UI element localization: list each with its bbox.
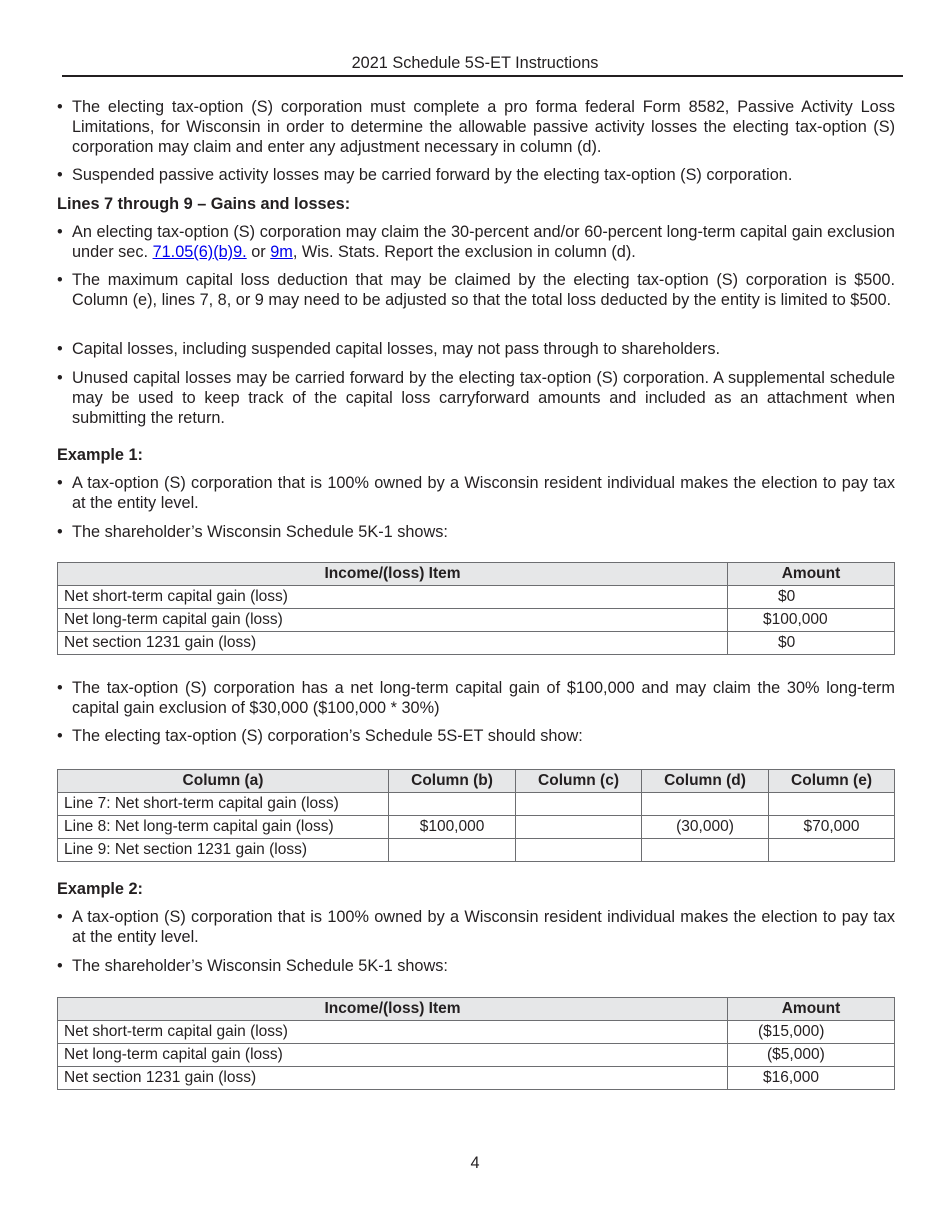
header-rule (62, 75, 903, 77)
cell (516, 793, 642, 816)
statute-link-71-05-6-b-9[interactable]: 71.05(6)(b)9. (152, 243, 247, 261)
cell: Line 8: Net long-term capital gain (loss) (58, 816, 389, 839)
cell: Line 9: Net section 1231 gain (loss) (58, 839, 389, 862)
paragraph: A tax-option (S) corporation that is 100% owned by a Wisconsin resident individual makes the election to pay tax at the entity level. (72, 474, 895, 512)
cell: Net section 1231 gain (loss) (58, 1067, 728, 1090)
bullet: • (57, 340, 63, 358)
column-header: Amount (728, 563, 895, 586)
example-1-heading: Example 1: (57, 446, 143, 464)
table-row (58, 793, 895, 816)
paragraph: The electing tax-option (S) corporation’s Schedule 5S-ET should show: (72, 727, 583, 745)
cell: Net short-term capital gain (loss) (58, 586, 728, 609)
cell: Net long-term capital gain (loss) (58, 1044, 728, 1067)
paragraph: The shareholder’s Wisconsin Schedule 5K-1 shows: (72, 957, 448, 975)
cell (389, 793, 516, 816)
cell: $0 (728, 632, 895, 655)
statute-link-9m[interactable]: 9m (270, 243, 293, 261)
column-header: Column (d) (641, 770, 768, 793)
list-item (57, 165, 895, 185)
paragraph: Capital losses, including suspended capital losses, may not pass through to shareholders. (72, 340, 721, 358)
table-row (58, 632, 895, 655)
table-row (58, 1021, 895, 1044)
table-row (58, 1067, 895, 1090)
list-item (57, 339, 895, 359)
column-header: Income/(loss) Item (58, 563, 728, 586)
column-header: Income/(loss) Item (58, 998, 728, 1021)
bullet: • (57, 271, 63, 289)
cell (641, 793, 768, 816)
bullet: • (57, 223, 63, 241)
list-item (57, 97, 895, 157)
cell: Net short-term capital gain (loss) (58, 1021, 728, 1044)
example-1-k1-table (57, 562, 895, 655)
column-header: Column (c) (516, 770, 642, 793)
cell: Net long-term capital gain (loss) (58, 609, 728, 632)
bullet: • (57, 369, 63, 387)
cell: $0 (728, 586, 895, 609)
text: , Wis. Stats. Report the exclusion in column (d). (292, 243, 636, 261)
table-row (58, 586, 895, 609)
paragraph: Suspended passive activity losses may be carried forward by the electing tax-option (S) corporation. (72, 166, 793, 184)
cell (516, 839, 642, 862)
cell: (30,000) (641, 816, 768, 839)
list-item (57, 956, 895, 976)
column-header: Column (b) (389, 770, 516, 793)
bullet: • (57, 523, 63, 541)
table-row (58, 839, 895, 862)
text: An electing tax-option (S) corporation may claim the 30-percent and/or 60-percent long-term capital gain exclusion under sec. (72, 223, 895, 261)
list-item (57, 368, 895, 428)
paragraph: The electing tax-option (S) corporation must complete a pro forma federal Form 8582, Passive Activity Loss Limitations, for Wisconsin in order to determine the allowable passive activity losses the electing tax-option (S) corporation may claim and enter any adjustment necessary in column (d). (72, 98, 895, 156)
column-header: Amount (728, 998, 895, 1021)
page-number: 4 (470, 1154, 480, 1172)
cell: Line 7: Net short-term capital gain (loss) (58, 793, 389, 816)
text: or (246, 243, 271, 261)
example-2-k1-table (57, 997, 895, 1090)
paragraph: The maximum capital loss deduction that may be claimed by the electing tax-option (S) corporation is $500. Column (e), lines 7, 8, or 9 may need to be adjusted so that the total loss deducted by the entity is limited to $500. (72, 271, 895, 309)
bullet: • (57, 166, 63, 184)
paragraph: The shareholder’s Wisconsin Schedule 5K-1 shows: (72, 523, 448, 541)
list-item (57, 726, 895, 746)
column-header: Column (e) (769, 770, 895, 793)
section-heading: Lines 7 through 9 – Gains and losses: (57, 195, 351, 213)
bullet: • (57, 908, 63, 926)
paragraph: The tax-option (S) corporation has a net long-term capital gain of $100,000 and may claim the 30% long-term capital gain exclusion of $30,000 ($100,000 * 30%) (72, 679, 895, 717)
paragraph: Unused capital losses may be carried forward by the electing tax-option (S) corporation. A supplemental schedule may be used to keep track of the capital loss carryforward amounts and included as an attachment when submitting the return. (72, 369, 895, 427)
paragraph: A tax-option (S) corporation that is 100% owned by a Wisconsin resident individual makes the election to pay tax at the entity level. (72, 908, 895, 946)
list-item (57, 522, 895, 542)
cell (389, 839, 516, 862)
bullet: • (57, 679, 63, 697)
cell (769, 793, 895, 816)
table-row (58, 609, 895, 632)
bullet: • (57, 957, 63, 975)
cell (641, 839, 768, 862)
cell: Net section 1231 gain (loss) (58, 632, 728, 655)
list-item (57, 678, 895, 718)
list-item (57, 907, 895, 947)
column-header: Column (a) (58, 770, 389, 793)
example-2-heading: Example 2: (57, 880, 143, 898)
paragraph (72, 222, 895, 262)
cell: $70,000 (769, 816, 895, 839)
list-item (57, 270, 895, 310)
table-row (58, 1044, 895, 1067)
bullet: • (57, 98, 63, 116)
cell: $16,000 (728, 1067, 895, 1090)
cell: $100,000 (389, 816, 516, 839)
cell: ($5,000) (728, 1044, 895, 1067)
cell (516, 816, 642, 839)
bullet: • (57, 727, 63, 745)
example-1-schedule-table (57, 769, 895, 862)
cell: ($15,000) (728, 1021, 895, 1044)
table-row (58, 816, 895, 839)
list-item (57, 473, 895, 513)
cell (769, 839, 895, 862)
list-item (57, 222, 895, 262)
cell: $100,000 (728, 609, 895, 632)
bullet: • (57, 474, 63, 492)
page-header-title: 2021 Schedule 5S-ET Instructions (351, 54, 599, 72)
